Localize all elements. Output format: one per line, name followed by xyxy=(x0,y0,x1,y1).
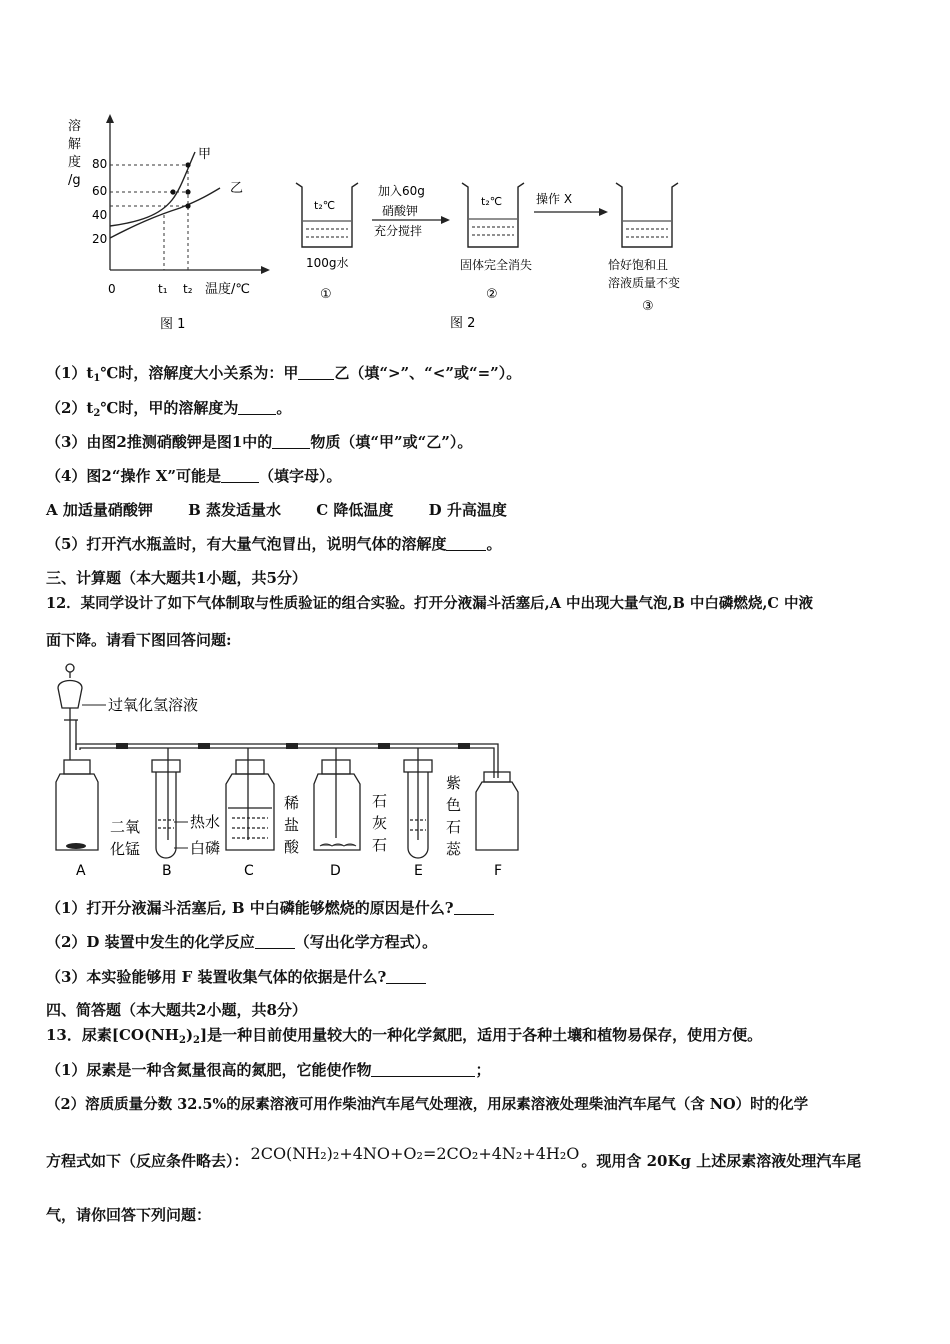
beaker-3-caption-line2: 溶液质量不变 xyxy=(608,276,681,290)
label-e-1: 紫 xyxy=(446,774,462,792)
q12-part3: （3）本实验能够用 F 装置收集气体的依据是什么? xyxy=(46,966,426,987)
beaker-1-caption: 100g水 xyxy=(306,256,349,270)
beaker-2-caption: 固体完全消失 xyxy=(460,258,533,272)
label-b-line1: 热水 xyxy=(190,813,221,831)
q12-stem-line1: 12．某同学设计了如下气体制取与性质验证的组合实验。打开分液漏斗活塞后,A 中出现大量气泡,B 中白磷燃烧,C 中液 xyxy=(46,595,814,612)
label-a-line1: 二氧 xyxy=(110,818,141,836)
mno2-solid xyxy=(66,843,86,849)
figure1-caption: 图 1 xyxy=(160,317,186,332)
label-c-2: 盐 xyxy=(284,816,300,834)
label-c-3: 酸 xyxy=(284,838,300,856)
q13-part2: （2）溶质质量分数 32.5%的尿素溶液可用作柴油汽车尾气处理液，用尿素溶液处理柴油汽车尾气（含 NO）时的化学 xyxy=(46,1096,809,1113)
label-d-1: 石 xyxy=(372,792,388,810)
q12-part1: （1）打开分液漏斗活塞后, B 中白磷能够燃烧的原因是什么? xyxy=(46,897,494,918)
connecting-tube xyxy=(76,744,498,778)
q11-part1: $(1)t_1℃$时，溶解度大小关系为：甲 乙（填“>”、“<”或“=”）。 xyxy=(46,364,522,384)
beaker-2-temp: t₂℃ xyxy=(481,195,503,208)
funnel-label: 过氧化氢溶液 xyxy=(108,696,199,714)
x-tick-t1: t₁ xyxy=(158,282,168,296)
y-axis-arrow xyxy=(106,114,114,123)
q13-equation-line: 方程式如下（反应条件略去）： 2CO(NH₂)₂+4NO+O₂=2CO₂+4N₂+4H₂O 。现用含 20Kg 上述尿素溶液处理汽车尾 xyxy=(46,1144,862,1170)
beaker-1-number: ① xyxy=(320,287,332,302)
point-jia-t2 xyxy=(185,162,190,167)
y-axis-char-3: 度 xyxy=(68,155,82,170)
flask-c xyxy=(226,760,274,850)
q12-part2: （2）D 装置中发生的化学反应 （写出化学方程式）。 xyxy=(46,933,438,951)
point-yi-t2 xyxy=(185,203,190,208)
q13-part4: 气，请你回答下列问题： xyxy=(46,1206,212,1224)
beaker-3 xyxy=(616,183,678,247)
flask-d xyxy=(314,760,360,850)
label-d-2: 灰 xyxy=(372,814,388,832)
q13-stem: 13．尿素$[CO(NH_2)_2]$是一种目前使用量较大的一种化学氮肥，适用于各种土壤和植物易保存，使用方便。 xyxy=(46,1026,763,1046)
tube-joint xyxy=(286,743,298,749)
curve-jia xyxy=(110,152,195,226)
beaker-2 xyxy=(462,183,524,247)
label-c-1: 稀 xyxy=(284,794,300,812)
answer-blank[interactable] xyxy=(298,365,334,380)
limestone-solid xyxy=(320,844,356,846)
letter-a: A xyxy=(76,863,86,879)
tube-joint xyxy=(198,743,210,749)
separatory-funnel xyxy=(58,664,82,770)
y-axis-char-2: 解 xyxy=(68,137,82,152)
figure2-caption: 图 2 xyxy=(450,316,476,331)
x-axis-arrow xyxy=(261,266,270,274)
arrow-1-label-bottom: 充分搅拌 xyxy=(374,224,423,238)
q12-stem-line2: 面下降。请看下图回答问题: xyxy=(46,631,232,649)
y-tick-20: 20 xyxy=(92,232,108,246)
beaker-1-temp: t₂℃ xyxy=(314,199,336,212)
beaker-3-number: ③ xyxy=(642,299,654,314)
letter-c: C xyxy=(244,863,254,879)
label-b-line2: 白磷 xyxy=(190,839,221,857)
y-tick-60: 60 xyxy=(92,184,108,198)
point-jia-60 xyxy=(170,189,175,194)
answer-blank[interactable] xyxy=(221,468,259,483)
x-axis-label: 温度/℃ xyxy=(205,282,250,297)
figure2-beakers xyxy=(290,175,710,335)
answer-blank[interactable] xyxy=(446,536,486,551)
figure1-solubility-chart xyxy=(60,110,290,340)
beaker-1 xyxy=(296,183,358,247)
label-d-3: 石 xyxy=(372,836,388,854)
answer-blank[interactable] xyxy=(255,934,295,949)
tube-b xyxy=(152,760,180,858)
label-e-4: 蕊 xyxy=(446,840,462,858)
option-d: D 升高温度 xyxy=(428,501,507,519)
curve-jia-label: 甲 xyxy=(198,147,212,162)
arrow-1-head xyxy=(441,216,450,224)
x-tick-t2: t₂ xyxy=(183,282,193,296)
curve-yi-label: 乙 xyxy=(230,181,244,196)
beaker-3-caption-line1: 恰好饱和且 xyxy=(608,258,669,272)
label-e-2: 色 xyxy=(446,796,462,814)
x-tick-0: 0 xyxy=(108,282,116,296)
option-c: C 降低温度 xyxy=(316,501,394,519)
y-axis-char-4: /g xyxy=(68,173,81,188)
letter-e: E xyxy=(414,863,423,879)
arrow-2-label: 操作 X xyxy=(536,192,573,206)
y-tick-40: 40 xyxy=(92,208,108,222)
q11-part2: $(2)t_2℃$时，甲的溶解度为 。 xyxy=(46,399,292,419)
beaker-2-number: ② xyxy=(486,287,498,302)
y-tick-80: 80 xyxy=(92,157,108,171)
point-t2-60 xyxy=(185,189,190,194)
q11-part5: （5）打开汽水瓶盖时，有大量气泡冒出，说明气体的溶解度 。 xyxy=(46,535,502,553)
answer-blank[interactable] xyxy=(238,400,276,415)
letter-d: D xyxy=(330,863,341,879)
q11-part3: （3）由图2推测硝酸钾是图1中的 物质（填“甲”或“乙”）。 xyxy=(46,433,473,451)
option-b: B 蒸发适量水 xyxy=(188,501,282,519)
option-a: A 加适量硝酸钾 xyxy=(46,501,153,519)
letter-f: F xyxy=(494,863,503,879)
q13-part1: （1）尿素是一种含氮量很高的氮肥，它能使作物 ； xyxy=(46,1061,491,1079)
apparatus-diagram xyxy=(48,660,548,885)
section4-heading: 四、简答题（本大题共2小题，共8分） xyxy=(46,1001,307,1019)
q11-part4: （4）图2“操作 X”可能是 （填字母）。 xyxy=(46,467,342,485)
answer-blank[interactable] xyxy=(272,434,310,449)
arrow-1-label-line1: 加入60g xyxy=(378,184,425,198)
arrow-2-head xyxy=(599,208,608,216)
q11-options xyxy=(46,499,507,520)
y-axis-char-1: 溶 xyxy=(68,119,82,134)
label-e-3: 石 xyxy=(446,818,462,836)
chemical-equation: 2CO(NH₂)₂+4NO+O₂=2CO₂+4N₂+4H₂O xyxy=(250,1144,580,1163)
arrow-1-label-line2: 硝酸钾 xyxy=(382,204,419,218)
tube-joint xyxy=(458,743,470,749)
flask-a xyxy=(56,760,98,850)
section3-heading: 三、计算题（本大题共1小题，共5分） xyxy=(46,569,307,587)
bottle-f xyxy=(476,772,518,850)
label-a-line2: 化锰 xyxy=(110,840,141,858)
answer-blank[interactable] xyxy=(454,900,494,915)
tube-joint xyxy=(378,743,390,749)
tube-joint xyxy=(116,743,128,749)
letter-b: B xyxy=(162,863,172,879)
curve-yi xyxy=(110,188,220,238)
answer-blank[interactable] xyxy=(371,1062,475,1077)
answer-blank[interactable] xyxy=(386,969,426,984)
